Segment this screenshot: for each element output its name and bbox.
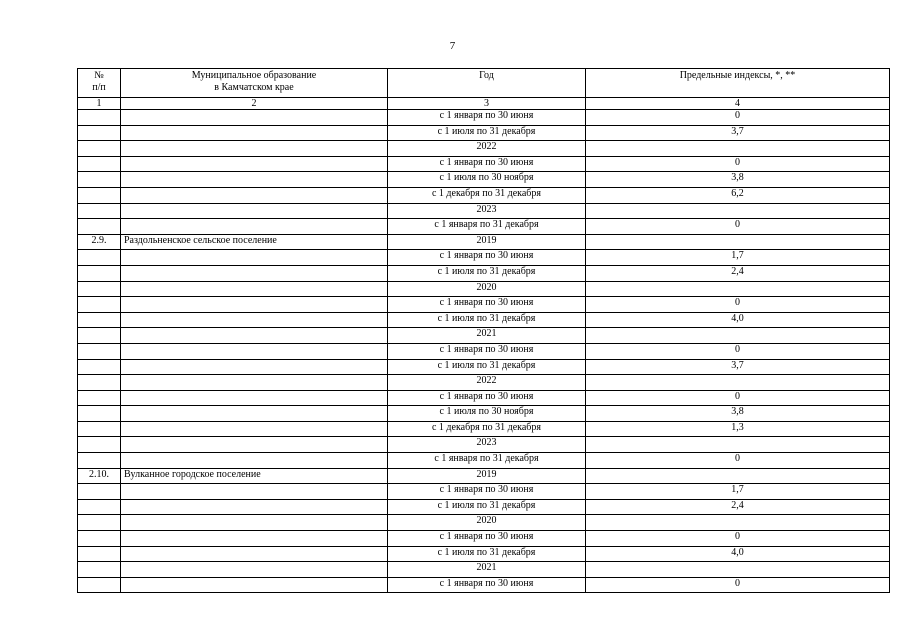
cell-index: 1,7 <box>586 250 890 266</box>
cell-municipality <box>121 156 388 172</box>
cell-municipality <box>121 312 388 328</box>
cell-index: 0 <box>586 453 890 469</box>
cell-index: 3,8 <box>586 406 890 422</box>
table-row <box>78 562 890 578</box>
cell-index: 3,7 <box>586 359 890 375</box>
cell-index: 3,7 <box>586 125 890 141</box>
cell-index: 2,4 <box>586 265 890 281</box>
cell-period: 2022 <box>388 141 586 157</box>
cell-index: 1,7 <box>586 484 890 500</box>
cell-municipality <box>121 531 388 547</box>
table-row <box>78 328 890 344</box>
cell-period: с 1 января по 30 июня <box>388 390 586 406</box>
table-row <box>78 203 890 219</box>
cell-index: 1,3 <box>586 421 890 437</box>
cell-period: с 1 декабря по 31 декабря <box>388 187 586 203</box>
cell-municipality <box>121 359 388 375</box>
cell-period: с 1 июля по 31 декабря <box>388 312 586 328</box>
cell-num <box>78 110 121 126</box>
table-row <box>78 468 890 484</box>
cell-period: 2020 <box>388 281 586 297</box>
table-row <box>78 406 890 422</box>
tariff-index-table <box>77 68 890 593</box>
cell-num <box>78 328 121 344</box>
cell-period: 2019 <box>388 234 586 250</box>
cell-municipality <box>121 546 388 562</box>
cell-index <box>586 375 890 391</box>
table-row <box>78 234 890 250</box>
table-row <box>78 125 890 141</box>
cell-index: 0 <box>586 577 890 593</box>
table-row <box>78 484 890 500</box>
cell-municipality: Раздольненское сельское поселение <box>121 234 388 250</box>
table-row <box>78 250 890 266</box>
cell-num: 2.10. <box>78 468 121 484</box>
cell-period: 2022 <box>388 375 586 391</box>
cell-index <box>586 234 890 250</box>
header-year: Год <box>388 69 586 98</box>
table-row <box>78 577 890 593</box>
cell-num <box>78 390 121 406</box>
cell-index <box>586 281 890 297</box>
cell-index: 0 <box>586 297 890 313</box>
table-body <box>78 110 890 593</box>
table-row <box>78 265 890 281</box>
cell-num <box>78 250 121 266</box>
cell-period: с 1 июля по 31 декабря <box>388 265 586 281</box>
cell-municipality <box>121 219 388 235</box>
table-row <box>78 110 890 126</box>
cell-num <box>78 125 121 141</box>
column-number-4: 4 <box>586 98 890 110</box>
cell-period: с 1 января по 30 июня <box>388 484 586 500</box>
table-row <box>78 515 890 531</box>
cell-index <box>586 437 890 453</box>
cell-num <box>78 187 121 203</box>
cell-index: 0 <box>586 390 890 406</box>
cell-municipality <box>121 375 388 391</box>
cell-num <box>78 499 121 515</box>
column-number-3: 3 <box>388 98 586 110</box>
cell-period: с 1 января по 30 июня <box>388 577 586 593</box>
header-municipality <box>121 69 388 98</box>
cell-num <box>78 531 121 547</box>
cell-municipality <box>121 141 388 157</box>
cell-index: 0 <box>586 110 890 126</box>
cell-num <box>78 219 121 235</box>
cell-index: 6,2 <box>586 187 890 203</box>
cell-municipality <box>121 187 388 203</box>
cell-municipality <box>121 577 388 593</box>
cell-period: с 1 января по 30 июня <box>388 250 586 266</box>
table-header-row <box>78 69 890 98</box>
cell-index <box>586 562 890 578</box>
cell-municipality: Вулканное городское поселение <box>121 468 388 484</box>
cell-municipality <box>121 265 388 281</box>
cell-num <box>78 297 121 313</box>
cell-municipality <box>121 390 388 406</box>
cell-index <box>586 328 890 344</box>
cell-municipality <box>121 421 388 437</box>
cell-municipality <box>121 499 388 515</box>
cell-num <box>78 312 121 328</box>
cell-num <box>78 343 121 359</box>
header-num-line-2: п/п <box>92 82 106 93</box>
cell-num <box>78 577 121 593</box>
cell-num <box>78 421 121 437</box>
cell-num <box>78 562 121 578</box>
cell-num <box>78 156 121 172</box>
cell-period: с 1 января по 31 декабря <box>388 453 586 469</box>
cell-municipality <box>121 250 388 266</box>
cell-municipality <box>121 515 388 531</box>
cell-period: с 1 января по 30 июня <box>388 110 586 126</box>
page-number: 7 <box>449 40 456 52</box>
cell-index <box>586 203 890 219</box>
table-row <box>78 343 890 359</box>
cell-period: с 1 июля по 30 ноября <box>388 172 586 188</box>
cell-index: 0 <box>586 219 890 235</box>
header-municipality-line-2: в Камчатском крае <box>214 82 294 93</box>
cell-period: с 1 июля по 30 ноября <box>388 406 586 422</box>
table-row <box>78 141 890 157</box>
cell-index: 0 <box>586 156 890 172</box>
cell-index: 0 <box>586 531 890 547</box>
table-row <box>78 375 890 391</box>
cell-period: с 1 января по 30 июня <box>388 531 586 547</box>
cell-period: с 1 января по 30 июня <box>388 156 586 172</box>
cell-num <box>78 375 121 391</box>
table-row <box>78 156 890 172</box>
cell-period: с 1 июля по 31 декабря <box>388 499 586 515</box>
cell-municipality <box>121 328 388 344</box>
cell-municipality <box>121 110 388 126</box>
cell-period: с 1 декабря по 31 декабря <box>388 421 586 437</box>
cell-index <box>586 141 890 157</box>
cell-municipality <box>121 406 388 422</box>
cell-num <box>78 141 121 157</box>
cell-municipality <box>121 203 388 219</box>
column-numbers-row <box>78 98 890 110</box>
header-num <box>78 69 121 98</box>
cell-num <box>78 484 121 500</box>
cell-period: с 1 июля по 31 декабря <box>388 359 586 375</box>
table-row <box>78 297 890 313</box>
cell-period: 2023 <box>388 203 586 219</box>
column-number-2: 2 <box>121 98 388 110</box>
header-index: Предельные индексы, *, ** <box>586 69 890 98</box>
cell-period: с 1 июля по 31 декабря <box>388 125 586 141</box>
cell-municipality <box>121 453 388 469</box>
cell-municipality <box>121 125 388 141</box>
cell-num <box>78 359 121 375</box>
cell-num <box>78 203 121 219</box>
cell-period: с 1 января по 30 июня <box>388 343 586 359</box>
cell-num <box>78 453 121 469</box>
table-row <box>78 421 890 437</box>
cell-index: 4,0 <box>586 312 890 328</box>
table-row <box>78 531 890 547</box>
cell-municipality <box>121 172 388 188</box>
cell-period: 2021 <box>388 562 586 578</box>
cell-index: 4,0 <box>586 546 890 562</box>
table-row <box>78 453 890 469</box>
cell-num <box>78 546 121 562</box>
cell-municipality <box>121 281 388 297</box>
cell-num: 2.9. <box>78 234 121 250</box>
table-row <box>78 187 890 203</box>
cell-period: с 1 июля по 31 декабря <box>388 546 586 562</box>
table-row <box>78 219 890 235</box>
cell-index <box>586 468 890 484</box>
table-row <box>78 499 890 515</box>
cell-num <box>78 265 121 281</box>
cell-period: 2020 <box>388 515 586 531</box>
cell-num <box>78 281 121 297</box>
cell-num <box>78 515 121 531</box>
cell-index <box>586 515 890 531</box>
column-number-1: 1 <box>78 98 121 110</box>
cell-num <box>78 172 121 188</box>
cell-period: 2019 <box>388 468 586 484</box>
cell-municipality <box>121 437 388 453</box>
cell-num <box>78 406 121 422</box>
cell-municipality <box>121 562 388 578</box>
cell-period: 2021 <box>388 328 586 344</box>
table-row <box>78 437 890 453</box>
cell-municipality <box>121 343 388 359</box>
cell-municipality <box>121 484 388 500</box>
header-num-line-1: № <box>94 70 104 81</box>
table-row <box>78 546 890 562</box>
cell-period: с 1 января по 31 декабря <box>388 219 586 235</box>
header-municipality-line-1: Муниципальное образование <box>191 70 317 81</box>
table-row <box>78 281 890 297</box>
cell-index: 2,4 <box>586 499 890 515</box>
table-row <box>78 312 890 328</box>
cell-index: 3,8 <box>586 172 890 188</box>
table-row <box>78 172 890 188</box>
cell-period: с 1 января по 30 июня <box>388 297 586 313</box>
table-row <box>78 359 890 375</box>
cell-period: 2023 <box>388 437 586 453</box>
cell-index: 0 <box>586 343 890 359</box>
cell-num <box>78 437 121 453</box>
table-row <box>78 390 890 406</box>
cell-municipality <box>121 297 388 313</box>
